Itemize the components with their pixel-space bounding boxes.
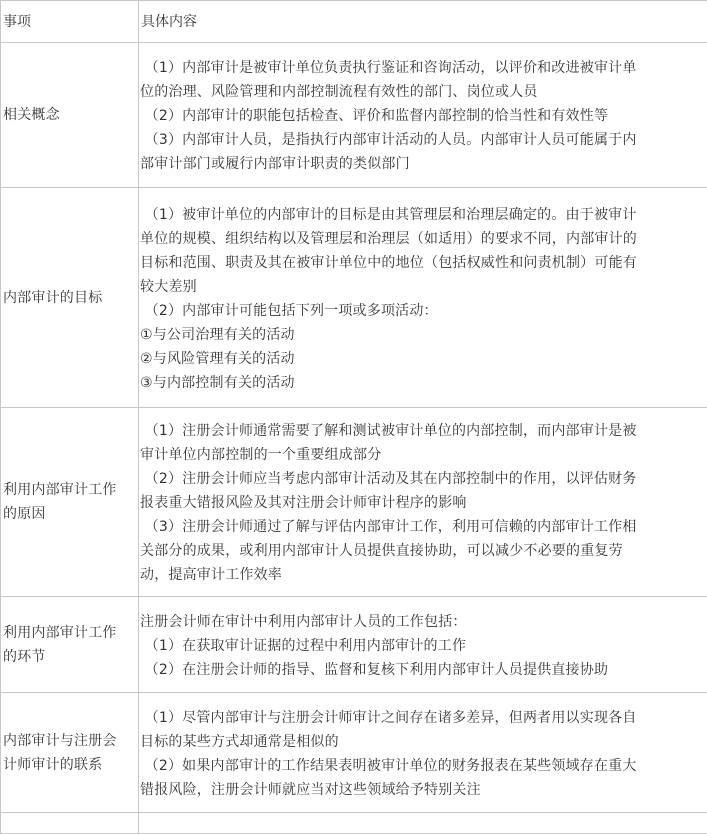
content-line: 单位的规模、组织结构以及管理层和治理层（如适用）的要求不同，内部审计的 <box>140 227 703 251</box>
header-content-label: 具体内容 <box>139 10 707 34</box>
content-line: 部审计部门或履行内部审计职责的类似部门 <box>140 152 703 176</box>
content-line: 动，提高审计工作效率 <box>140 563 703 587</box>
content-line: ①与公司治理有关的活动 <box>140 323 703 347</box>
content-line: （2）内部审计可能包括下列一项或多项活动： <box>140 299 703 323</box>
header-item-label: 事项 <box>1 10 138 34</box>
content-line: （3）内部审计人员，是指执行内部审计活动的人员。内部审计人员可能属于内 <box>140 128 703 152</box>
row-content-cell <box>139 188 707 408</box>
table-row <box>1 43 707 188</box>
row-label-line: 利用内部审计工作 <box>3 621 138 645</box>
content-line: （2）在注册会计师的指导、监督和复核下利用内部审计人员提供直接协助 <box>140 658 703 682</box>
content-line: （2）内部审计的职能包括检查、评价和监督内部控制的恰当性和有效性等 <box>140 104 703 128</box>
content-line: 目标的某些方式却通常是相似的 <box>140 730 703 754</box>
table-header-row <box>1 1 707 43</box>
row-content-cell <box>139 597 707 693</box>
row-content-cell <box>139 693 707 813</box>
row-content-cell <box>139 43 707 188</box>
content-line: 报表重大错报风险及其对注册会计师审计程序的影响 <box>140 491 703 515</box>
content-line: （2）如果内部审计的工作结果表明被审计单位的财务报表在某些领域存在重大 <box>140 754 703 778</box>
row-label-line: 的环节 <box>3 645 138 669</box>
row-label-cell <box>1 408 139 597</box>
table-row <box>1 188 707 408</box>
row-content-cell <box>139 408 707 597</box>
empty-cell <box>139 813 707 834</box>
row-label-cell <box>1 43 139 188</box>
row-label-line: 内部审计与注册会 <box>3 729 138 753</box>
content-line: 位的治理、风险管理和内部控制流程有效性的部门、岗位或人员 <box>140 80 703 104</box>
content-line: （1）内部审计是被审计单位负责执行鉴证和咨询活动，以评价和改进被审计单 <box>140 56 703 80</box>
row-label-cell <box>1 597 139 693</box>
content-line: （1）注册会计师通常需要了解和测试被审计单位的内部控制，而内部审计是被 <box>140 419 703 443</box>
row-label-line: 相关概念 <box>3 103 138 127</box>
content-line: （1）被审计单位的内部审计的目标是由其管理层和治理层确定的。由于被审计 <box>140 203 703 227</box>
content-line: （1）在获取审计证据的过程中利用内部审计的工作 <box>140 634 703 658</box>
content-line: ②与风险管理有关的活动 <box>140 347 703 371</box>
table-row <box>1 597 707 693</box>
content-line: 错报风险，注册会计师就应当对这些领域给予特别关注 <box>140 778 703 802</box>
table-row-cutoff <box>1 813 707 834</box>
content-line: 目标和范围、职责及其在被审计单位中的地位（包括权威性和问责机制）可能有 <box>140 251 703 275</box>
empty-cell <box>1 813 139 834</box>
row-label-cell <box>1 188 139 408</box>
content-line: ③与内部控制有关的活动 <box>140 371 703 395</box>
content-line: 审计单位内部控制的一个重要组成部分 <box>140 443 703 467</box>
row-label-line: 内部审计的目标 <box>3 286 138 310</box>
content-line: 较大差别 <box>140 275 703 299</box>
content-line: 关部分的成果，或利用内部审计人员提供直接协助，可以减少不必要的重复劳 <box>140 539 703 563</box>
table-row <box>1 408 707 597</box>
content-line: （3）注册会计师通过了解与评估内部审计工作，利用可信赖的内部审计工作相 <box>140 515 703 539</box>
row-label-line: 计师审计的联系 <box>3 753 138 777</box>
content-line: （1）尽管内部审计与注册会计师审计之间存在诸多差异，但两者用以实现各自 <box>140 706 703 730</box>
row-label-line: 的原因 <box>3 502 138 526</box>
content-line: （2）注册会计师应当考虑内部审计活动及其在内部控制中的作用，以评估财务 <box>140 467 703 491</box>
row-label-line: 利用内部审计工作 <box>3 478 138 502</box>
row-label-cell <box>1 693 139 813</box>
header-cell-content <box>139 1 707 43</box>
content-line: 注册会计师在审计中利用内部审计人员的工作包括： <box>140 610 703 634</box>
table-row <box>1 693 707 813</box>
header-cell-item <box>1 1 139 43</box>
